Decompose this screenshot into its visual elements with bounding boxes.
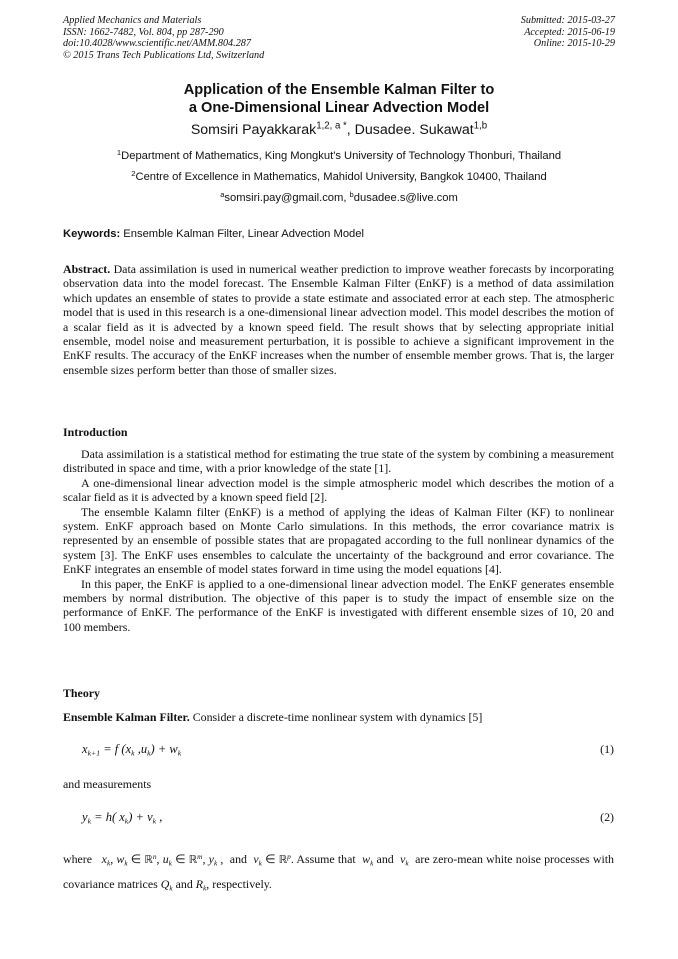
theory-heading: Theory bbox=[63, 686, 100, 700]
title-line-1: Application of the Ensemble Kalman Filter to bbox=[183, 82, 495, 98]
doi-line: doi:10.4028/www.scientific.net/AMM.804.287 bbox=[63, 38, 251, 50]
enkf-subheading: Ensemble Kalman Filter. bbox=[63, 710, 190, 724]
assume-text: . Assume that bbox=[290, 852, 356, 867]
intro-paragraph-4: In this paper, the EnKF is applied to a one-dimensional linear advection model. The EnKF generates ensemble members by normal distribution. The objective of this paper is to study the impact of ensemble size on the performance of EnKF. The performance of the EnKF is investigated with different ensemble sizes of 10, 20 and 100 members. bbox=[63, 576, 614, 634]
and-word-3: and bbox=[175, 876, 193, 891]
measurements-text bbox=[63, 777, 614, 791]
title-line-2: a One-Dimensional Linear Advection Model bbox=[188, 99, 490, 116]
processes-text: processes with covariance matrices bbox=[63, 852, 614, 891]
and-word-2: and bbox=[376, 852, 394, 867]
introduction-heading: Introduction bbox=[63, 425, 128, 439]
email-2-mark: b bbox=[349, 189, 354, 199]
email-1: somsiri.pay@gmail.com, bbox=[224, 192, 350, 204]
author-1-marks: 1,2, a * bbox=[316, 120, 347, 132]
email-1-mark: a bbox=[220, 189, 225, 199]
email-2: dusadee.s@live.com bbox=[353, 192, 458, 204]
keywords bbox=[63, 228, 615, 240]
theory-intro-paragraph bbox=[63, 710, 614, 724]
equation-1-number: (1) bbox=[600, 742, 614, 756]
intro-paragraph-2: A one-dimensional linear advection model is the simple atmospheric model which describes the motion of a scalar field as it is advected by a known speed field [2]. bbox=[63, 475, 614, 505]
respectively-text: , respectively. bbox=[206, 876, 272, 891]
introduction-section bbox=[63, 447, 614, 634]
zero-mean-text: are zero-mean white noise bbox=[415, 852, 541, 867]
affiliation-1 bbox=[0, 147, 678, 162]
affiliation-1-mark: 1 bbox=[116, 147, 122, 157]
accepted-date: Accepted: 2015-06-19 bbox=[524, 26, 615, 38]
affiliation-2-mark: 2 bbox=[131, 168, 136, 178]
theory-intro bbox=[63, 710, 614, 724]
where-clause bbox=[63, 846, 614, 898]
abstract-label: Abstract. bbox=[63, 262, 111, 276]
equation-1 bbox=[82, 742, 614, 758]
journal-name: Applied Mechanics and Materials bbox=[63, 15, 202, 26]
header-right-block bbox=[521, 15, 615, 50]
where-word: where bbox=[63, 852, 93, 867]
and-word-1: and bbox=[229, 852, 247, 867]
author-separator: , bbox=[346, 122, 355, 138]
theory-intro-text: Consider a discrete-time nonlinear system with dynamics [5] bbox=[189, 710, 483, 724]
equation-2-number: (2) bbox=[600, 810, 614, 824]
online-date: Online: 2015-10-29 bbox=[533, 38, 615, 50]
issn-line: ISSN: 1662-7482, Vol. 804, pp 287-290 bbox=[63, 26, 224, 38]
abstract bbox=[63, 262, 614, 377]
equation-2-body: $y_k = h$( $x_k) + v_k$ , bbox=[82, 810, 163, 826]
intro-paragraph-1: Data assimilation is a statistical method for estimating the true state of the system by combining a measurement distributed in space and time, with a prior knowledge of the state [1]. bbox=[63, 447, 614, 476]
affiliation-1-text: Department of Mathematics, King Mongkut's University of Technology Thonburi, Thailand bbox=[121, 150, 562, 162]
where-paragraph: where $x_k$, $w_k$ ∈ ℝ$^n$, $u_k$ ∈ ℝ$^m$, $y_k$ , and $v_k$ ∈ ℝ$^p$. Assume that $w_k$ and $v_k$ are zero-mean white noise processes with covariance matrices $Q_k$ and $R_k$, respectively. bbox=[63, 852, 614, 893]
copyright-line: © 2015 Trans Tech Publications Ltd, Switzerland bbox=[63, 49, 265, 61]
abstract-text: Data assimilation is used in numerical weather prediction to improve weather forecasts by incorporating observation data into the model forecast. The Ensemble Kalman Filter (EnKF) is a method of data assimilation which updates an ensemble of states to provide a state estimate and associated error at each step. The atmospheric model that is used in this research is a one-dimensional linear advection model. This model describes the motion of a scalar field as it is advected by a known speed field. The result shows that by selecting appropriate initial ensemble, model noise and measurement perturbation, it is possible to achieve a significant improvement in the EnKF results. The accuracy of the EnKF increases when the number of ensemble member grows. That is, the larger ensemble sizes perform better than those of smaller sizes. bbox=[63, 262, 614, 377]
affiliation-2-text: Centre of Excellence in Mathematics, Mahidol University, Bangkok 10400, Thailand bbox=[135, 171, 547, 183]
keywords-text: Ensemble Kalman Filter, Linear Advection Model bbox=[120, 228, 364, 240]
author-2-marks: 1,b bbox=[473, 120, 488, 132]
abstract-paragraph bbox=[63, 262, 614, 377]
intro-paragraph-3: The ensemble Kalamn filter (EnKF) is a method of applying the ideas of Kalman Filter (KF) to nonlinear system. EnKF approach based on Monte Carlo simulations. In this methods, the error covariance matrix is represented by an ensemble of possible states that are propagated according to the full nonlinear dynamics of the system [3]. The EnKF uses ensembles to calculate the uncertainty of the background and error covariance. The EnKF integrates an ensemble of model states forward in time using the model equations [4]. bbox=[63, 504, 614, 577]
author-list bbox=[0, 122, 678, 138]
author-2-name: Dusadee. Sukawat bbox=[354, 122, 474, 138]
author-1-name: Somsiri Payakkarak bbox=[190, 122, 317, 138]
paper-title bbox=[0, 82, 678, 117]
header-left-block bbox=[63, 15, 264, 61]
measurements-line: and measurements bbox=[63, 777, 152, 791]
affiliation-2 bbox=[0, 168, 678, 183]
keywords-label: Keywords: bbox=[63, 228, 121, 240]
equation-1-body: $x_{k+1} = f$ ($x_k$ $,u_k) + w_k$ bbox=[82, 742, 182, 758]
equation-2 bbox=[82, 810, 614, 826]
submitted-date: Submitted: 2015-03-27 bbox=[520, 15, 615, 26]
author-emails bbox=[0, 189, 678, 204]
